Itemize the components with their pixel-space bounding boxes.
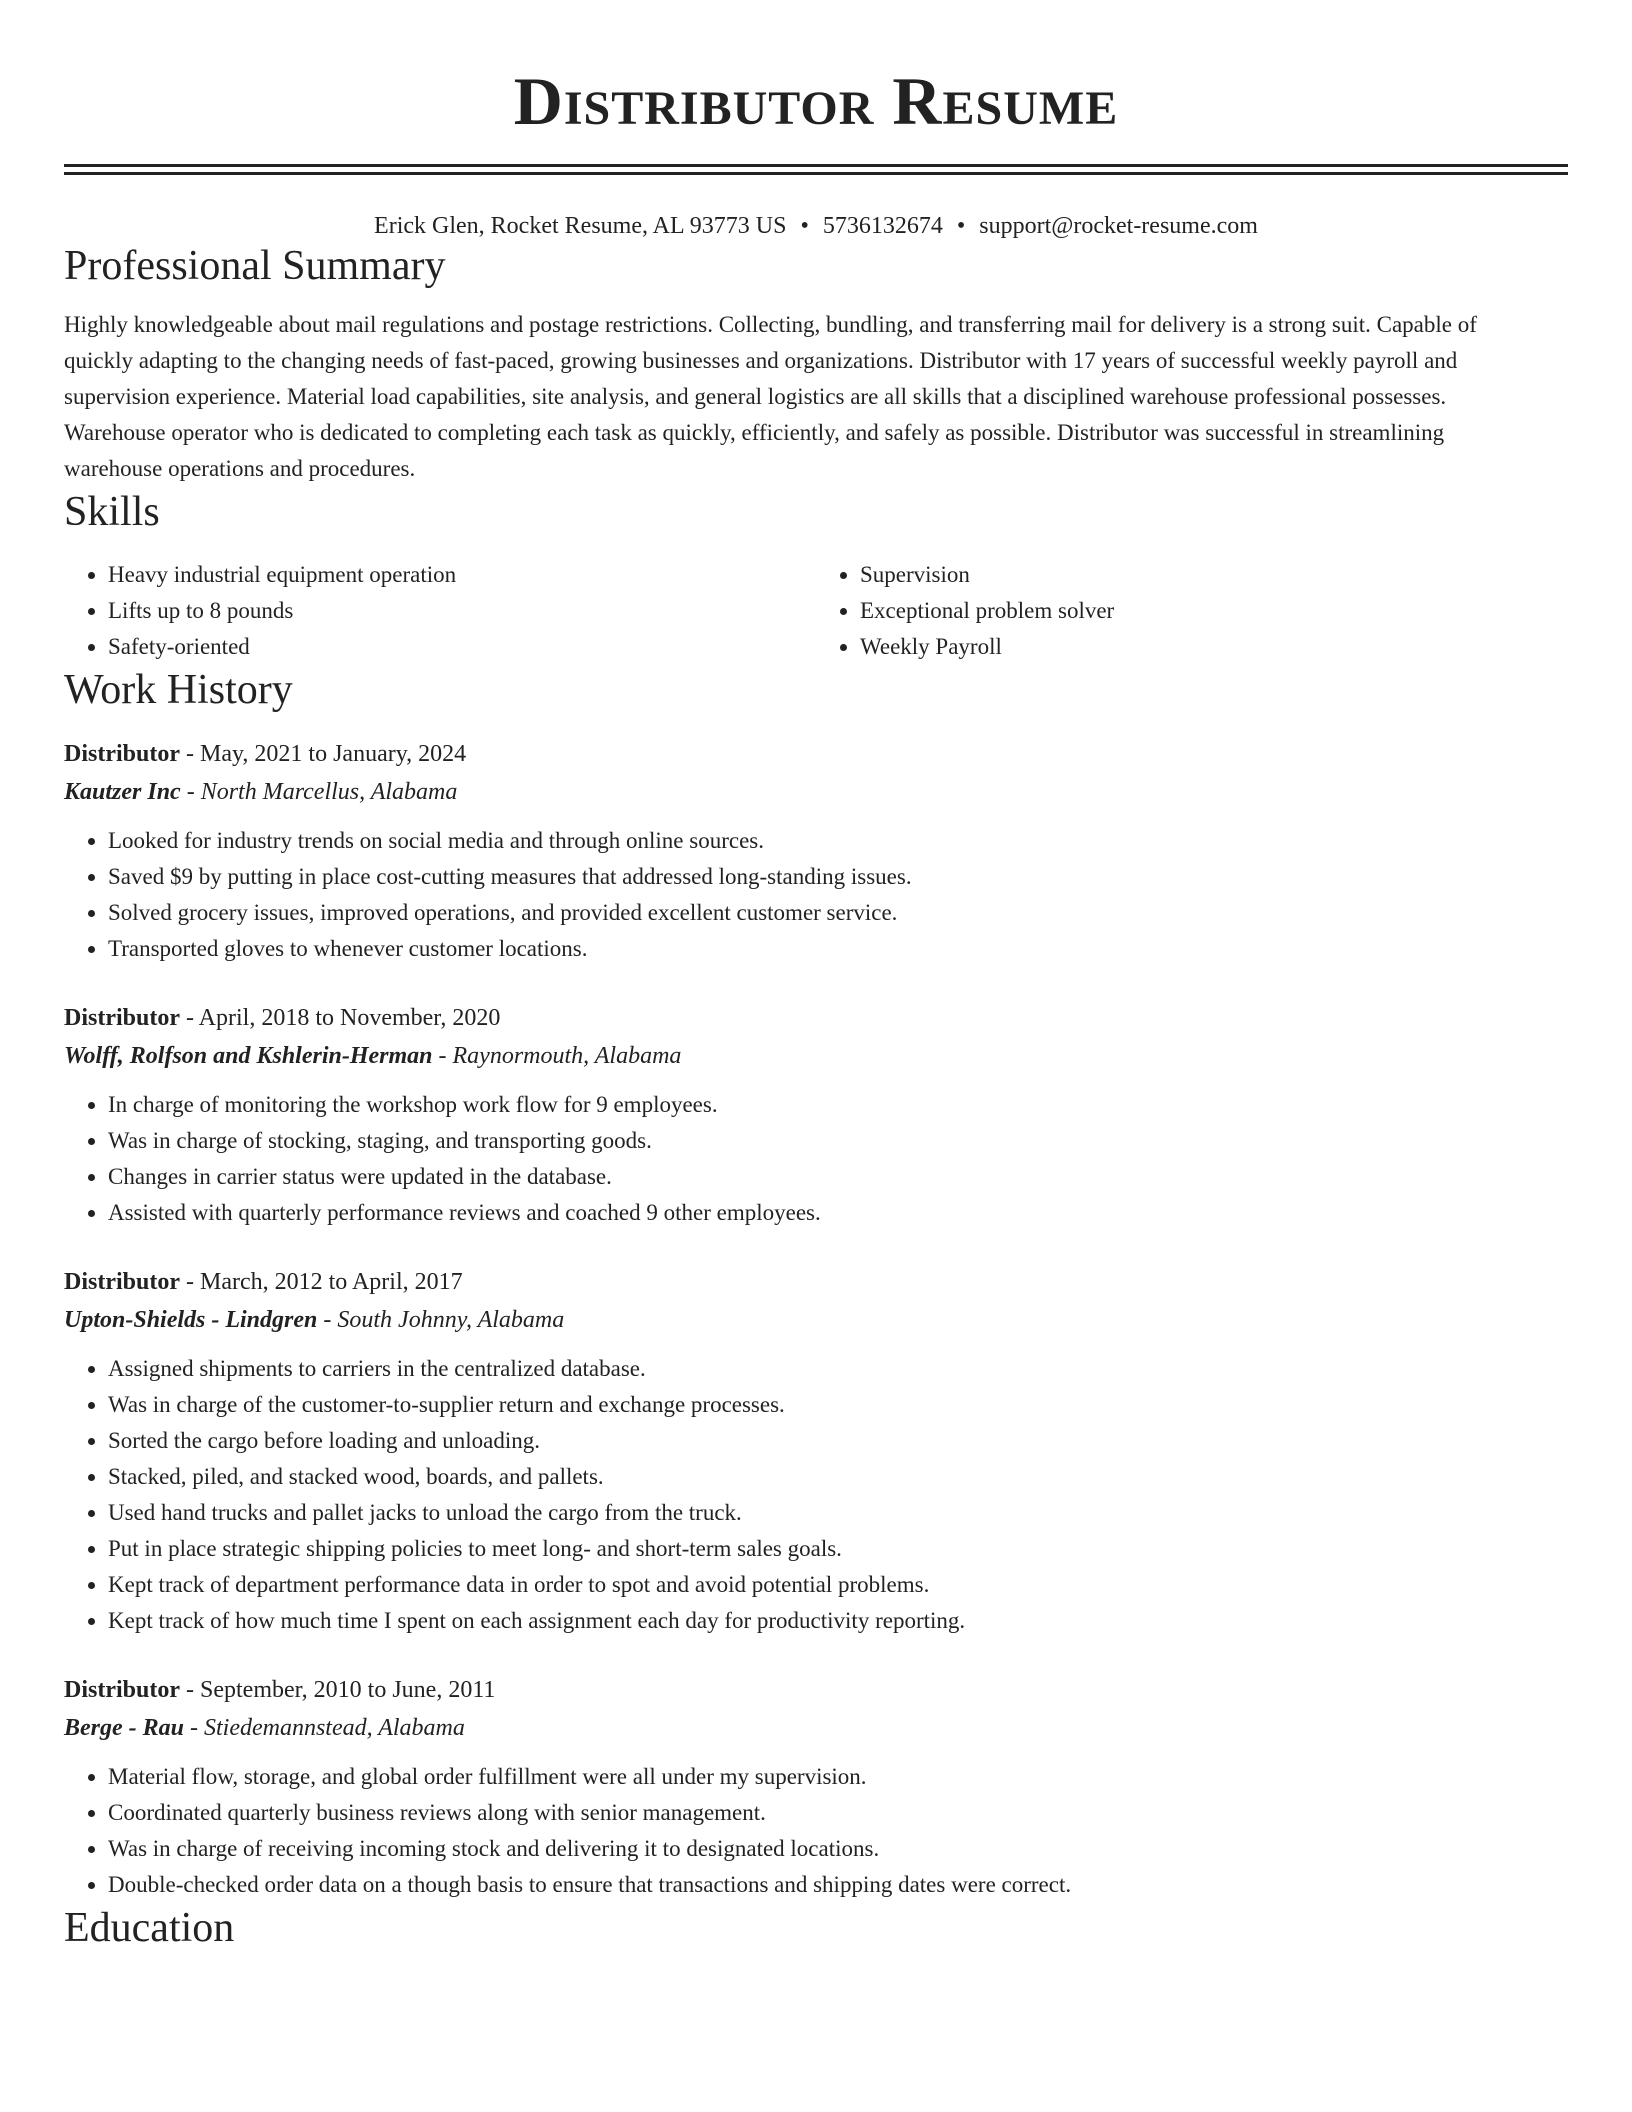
summary-heading: Professional Summary <box>64 243 446 289</box>
skill-item: • Exceptional problem solver <box>860 593 1568 629</box>
skill-item: • Lifts up to 8 pounds <box>108 593 816 629</box>
company-line <box>64 1709 1568 1747</box>
contact-line <box>64 211 1568 241</box>
job-entry <box>64 999 1568 1231</box>
duty-item: • Looked for industry trends on social media and through online sources. <box>108 823 1568 859</box>
job-entry <box>64 1671 1568 1903</box>
company-name: Berge - Rau <box>64 1715 184 1741</box>
contact-phone: 5736132674 <box>822 213 943 239</box>
company-location: - Stiedemannstead, Alabama <box>184 1715 465 1741</box>
job-title-line <box>64 1671 1568 1709</box>
company-name: Kautzer Inc <box>64 779 181 805</box>
company-location: - Raynormouth, Alabama <box>432 1043 682 1069</box>
job-dates: - May, 2021 to January, 2024 <box>180 741 467 767</box>
duty-item: • Was in charge of stocking, staging, and transporting goods. <box>108 1123 1568 1159</box>
company-location: - North Marcellus, Alabama <box>180 779 458 805</box>
education-heading: Education <box>64 1905 235 1951</box>
company-location: - South Johnny, Alabama <box>317 1307 565 1333</box>
job-title: Distributor <box>64 741 180 767</box>
duty-item: • Was in charge of receiving incoming stock and delivering it to designated locations. <box>108 1831 1568 1867</box>
job-title-line <box>64 735 1568 773</box>
company-line <box>64 773 1568 811</box>
job-title: Distributor <box>64 1005 180 1031</box>
contact-separator: • <box>800 213 809 239</box>
job-title: Distributor <box>64 1677 180 1703</box>
job-title-line <box>64 1263 1568 1301</box>
job-duties <box>64 1759 1568 1903</box>
skill-item: • Heavy industrial equipment operation <box>108 557 816 593</box>
skills-heading: Skills <box>64 489 160 535</box>
skills-columns <box>64 557 1568 665</box>
job-duties <box>64 1351 1568 1639</box>
duty-item: • Assigned shipments to carriers in the centralized database. <box>108 1351 1568 1387</box>
work-history-heading: Work History <box>64 667 293 713</box>
resume-title: Distributor Resume <box>513 63 1119 139</box>
duty-item: • Was in charge of the customer-to-supplier return and exchange processes. <box>108 1387 1568 1423</box>
duty-item: • Stacked, piled, and stacked wood, boards, and pallets. <box>108 1459 1568 1495</box>
job-dates: - September, 2010 to June, 2011 <box>180 1677 496 1703</box>
skills-list-left <box>64 557 816 665</box>
duty-item: • Transported gloves to whenever customer locations. <box>108 931 1568 967</box>
job-duties <box>64 823 1568 967</box>
duty-item: • Coordinated quarterly business reviews along with senior management. <box>108 1795 1568 1831</box>
skill-item: • Safety-oriented <box>108 629 816 665</box>
job-duties <box>64 1087 1568 1231</box>
skill-item: • Supervision <box>860 557 1568 593</box>
job-dates: - April, 2018 to November, 2020 <box>180 1005 501 1031</box>
skills-list-right <box>816 557 1568 665</box>
duty-item: • Material flow, storage, and global order fulfillment were all under my supervision. <box>108 1759 1568 1795</box>
job-title: Distributor <box>64 1269 180 1295</box>
job-entry <box>64 735 1568 967</box>
duty-item: • Kept track of how much time I spent on each assignment each day for productivity reporting. <box>108 1603 1568 1639</box>
summary-text: Highly knowledgeable about mail regulations and postage restrictions. Collecting, bundling, and transferring mail for delivery is a strong suit. Capable of quickly adapting to the changing needs of fast-paced, growing businesses and organizations. Distributor with 17 years of successful weekly payroll and supervision experience. Material load capabilities, site analysis, and general logistics are all skills that a disciplined warehouse professional possesses. Warehouse operator who is dedicated to completing each task as quickly, efficiently, and safely as possible. Distributor was successful in streamlining warehouse operations and procedures. <box>64 312 1477 481</box>
company-name: Upton-Shields - Lindgren <box>64 1307 318 1333</box>
duty-item: • In charge of monitoring the workshop work flow for 9 employees. <box>108 1087 1568 1123</box>
title-divider <box>64 164 1568 175</box>
contact-email: support@rocket-resume.com <box>979 213 1258 239</box>
company-line <box>64 1037 1568 1075</box>
duty-item: • Changes in carrier status were updated in the database. <box>108 1159 1568 1195</box>
company-name: Wolff, Rolfson and Kshlerin-Herman <box>64 1043 433 1069</box>
duty-item: • Saved $9 by putting in place cost-cutting measures that addressed long-standing issues. <box>108 859 1568 895</box>
duty-item: • Sorted the cargo before loading and unloading. <box>108 1423 1568 1459</box>
job-title-line <box>64 999 1568 1037</box>
duty-item: • Kept track of department performance data in order to spot and avoid potential problems. <box>108 1567 1568 1603</box>
job-dates: - March, 2012 to April, 2017 <box>180 1269 463 1295</box>
job-entry <box>64 1263 1568 1639</box>
duty-item: • Put in place strategic shipping policies to meet long- and short-term sales goals. <box>108 1531 1568 1567</box>
duty-item: • Solved grocery issues, improved operations, and provided excellent customer service. <box>108 895 1568 931</box>
duty-item: • Used hand trucks and pallet jacks to unload the cargo from the truck. <box>108 1495 1568 1531</box>
skill-item: • Weekly Payroll <box>860 629 1568 665</box>
contact-separator: • <box>956 213 966 239</box>
company-line <box>64 1301 1568 1339</box>
duty-item: • Assisted with quarterly performance reviews and coached 9 other employees. <box>108 1195 1568 1231</box>
contact-address: Erick Glen, Rocket Resume, AL 93773 US <box>374 213 787 239</box>
duty-item: • Double-checked order data on a though basis to ensure that transactions and shipping dates were correct. <box>108 1867 1568 1903</box>
